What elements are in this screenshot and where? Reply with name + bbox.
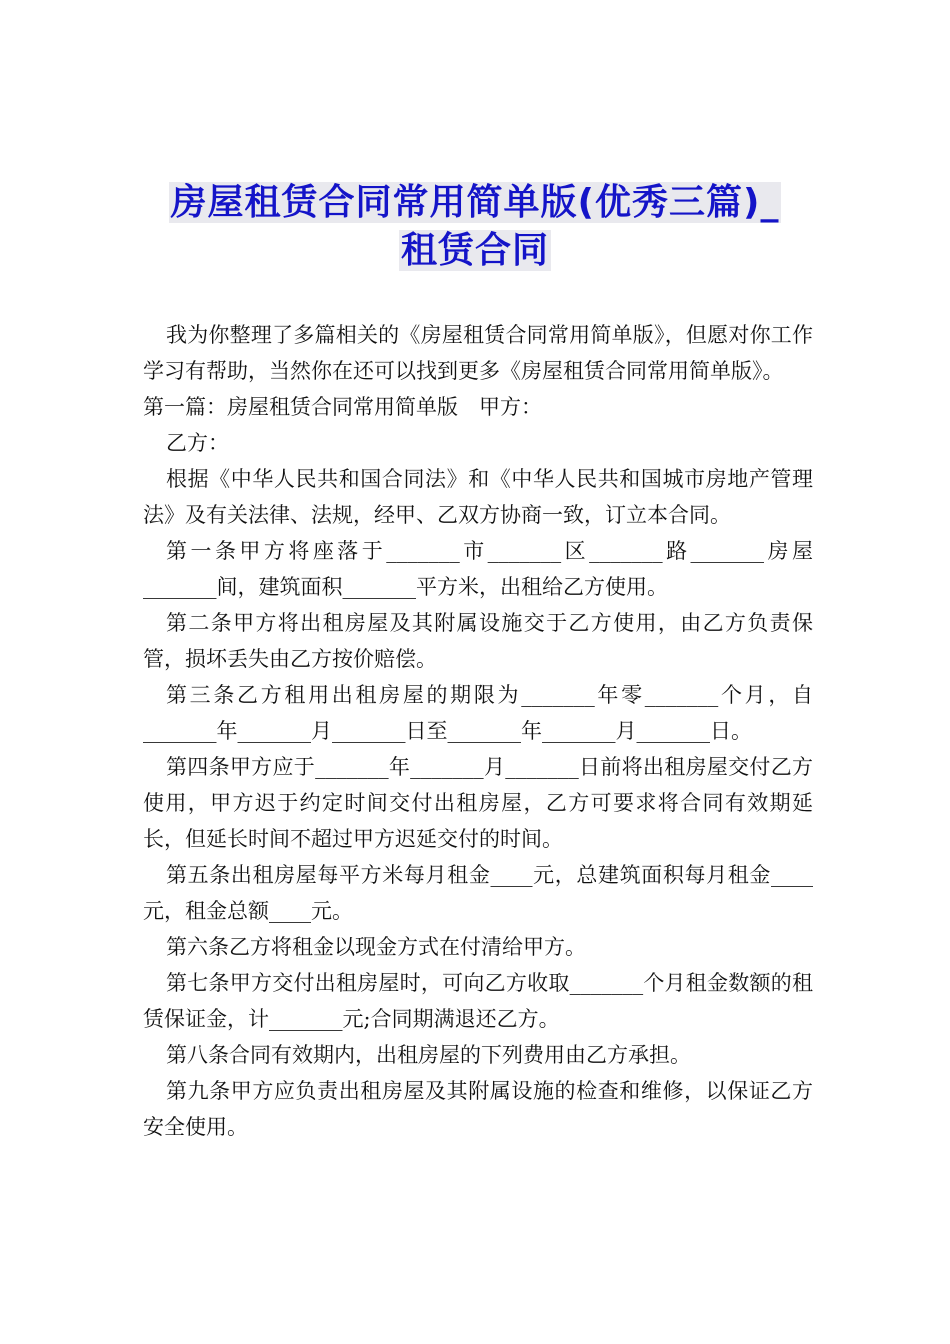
article-8: 第八条合同有效期内，出租房屋的下列费用由乙方承担。 xyxy=(166,1043,691,1067)
article-7: 第七条甲方交付出租房屋时，可向乙方收取_______个月租金数额的租赁保证金，计_______元;合同期满退还乙方。 xyxy=(143,971,813,1031)
intro-paragraph: 我为你整理了多篇相关的《房屋租赁合同常用简单版》，但愿对你工作学习有帮助，当然你在还可以找到更多《房屋租赁合同常用简单版》。 xyxy=(143,323,813,383)
section-heading-part-one: 第一篇：房屋租赁合同常用简单版 甲方： xyxy=(143,395,542,419)
document-title-line-1 xyxy=(100,178,850,228)
article-1: 第一条甲方将座落于_______市_______区_______路_______房屋_______间，建筑面积_______平方米，出租给乙方使用。 xyxy=(143,539,813,599)
document-body xyxy=(143,317,813,1145)
document-title-text-2: 租赁合同 xyxy=(400,230,549,271)
article-9: 第九条甲方应负责出租房屋及其附属设施的检查和维修，以保证乙方安全使用。 xyxy=(143,1079,813,1139)
article-6: 第六条乙方将租金以现金方式在付清给甲方。 xyxy=(166,935,586,959)
article-4: 第四条甲方应于_______年_______月_______日前将出租房屋交付乙方使用，甲方迟于约定时间交付出租房屋，乙方可要求将合同有效期延长，但延长时间不超过甲方迟延交付的时间。 xyxy=(143,755,813,851)
party-b-line: 乙方： xyxy=(166,431,229,455)
document-title-line-2 xyxy=(100,226,850,276)
document-title-text-1: 房屋租赁合同常用简单版(优秀三篇)_ xyxy=(170,182,780,223)
article-3: 第三条乙方租用出租房屋的期限为_______年零_______个月，自_______年_______月_______日至_______年_______月_______日。 xyxy=(143,683,813,743)
article-2: 第二条甲方将出租房屋及其附属设施交于乙方使用，由乙方负责保管，损坏丢失由乙方按价赔偿。 xyxy=(143,611,813,671)
article-5: 第五条出租房屋每平方米每月租金____元，总建筑面积每月租金____元，租金总额____元。 xyxy=(143,863,813,923)
legal-basis-paragraph: 根据《中华人民共和国合同法》和《中华人民共和国城市房地产管理法》及有关法律、法规，经甲、乙双方协商一致，订立本合同。 xyxy=(143,467,813,527)
